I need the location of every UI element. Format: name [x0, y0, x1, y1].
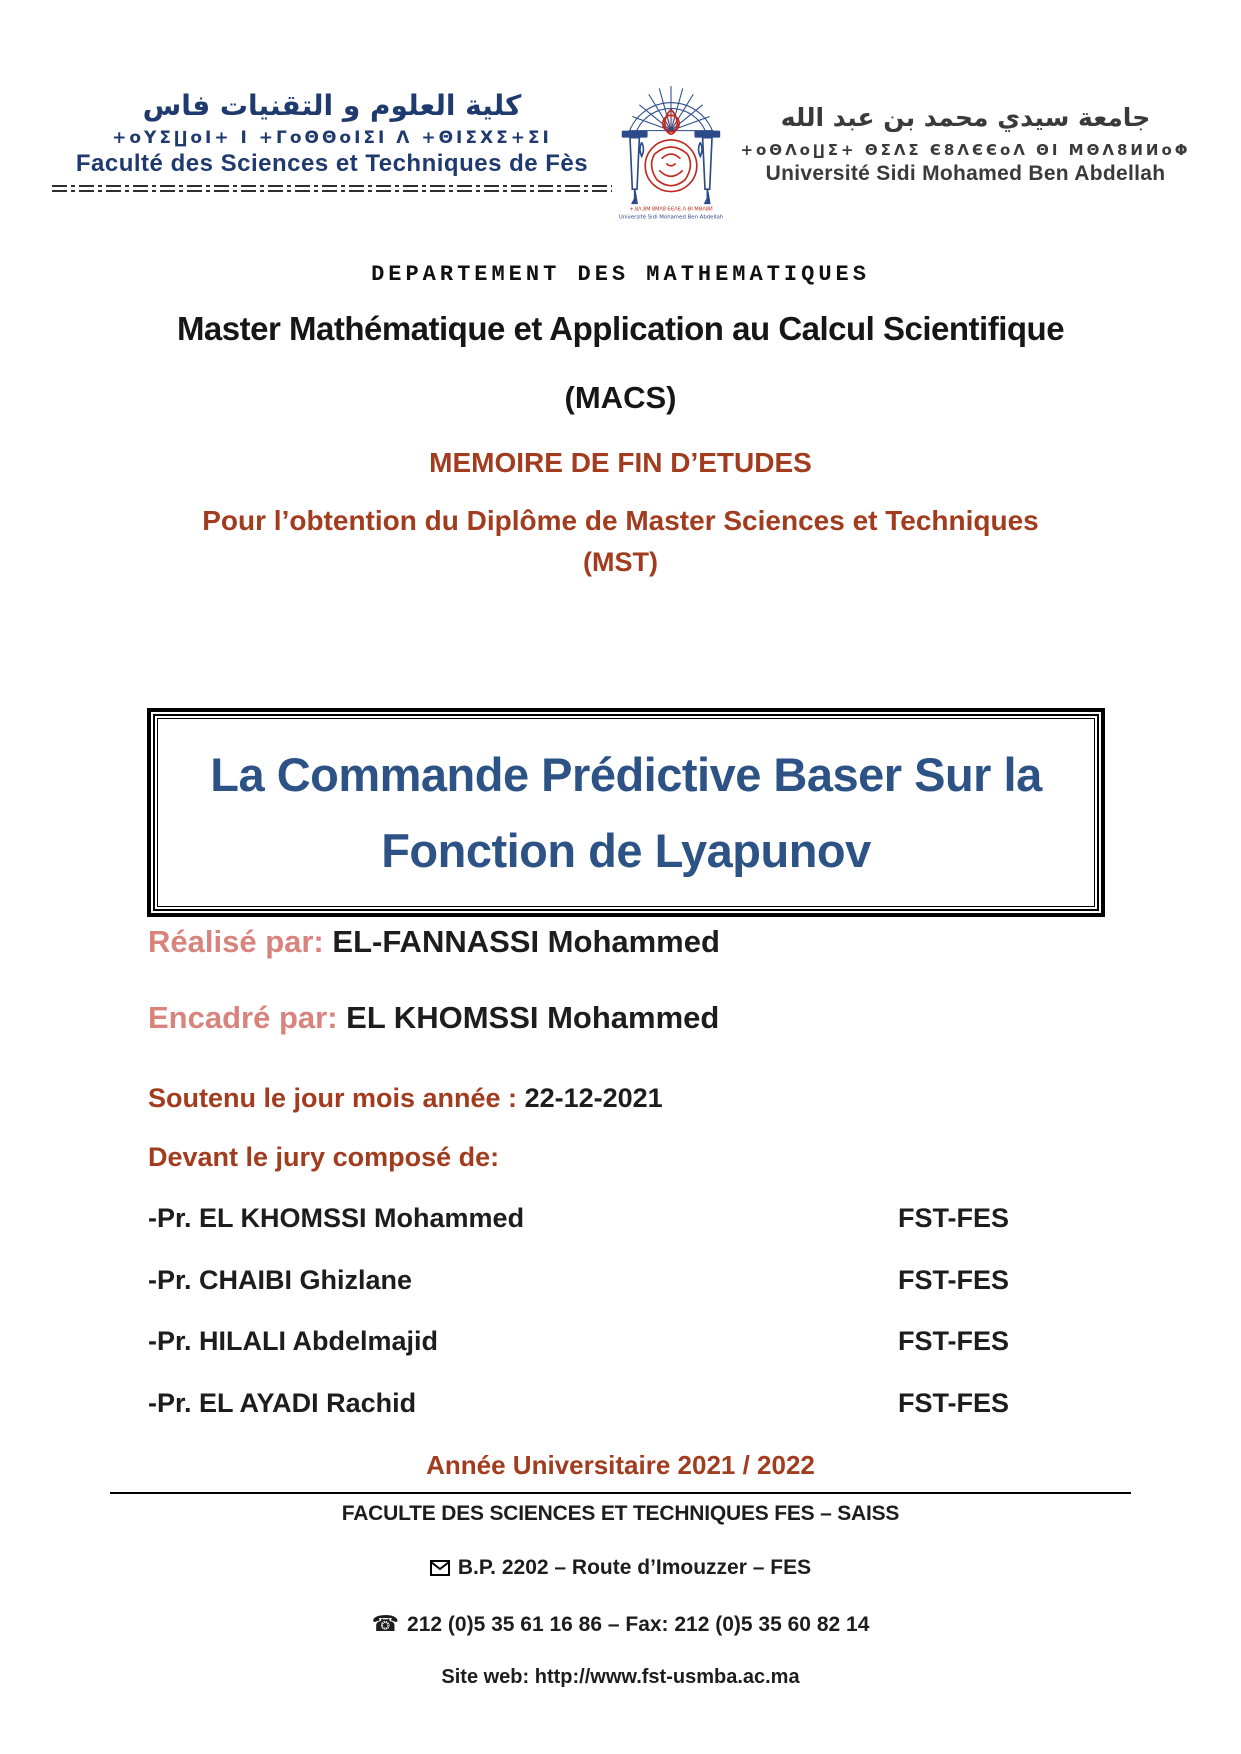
- university-name-french: Université Sidi Mohamed Ben Abdellah: [765, 161, 1166, 185]
- jury-row: [148, 1265, 1105, 1296]
- jury-member-name: -Pr. CHAIBI Ghizlane: [148, 1265, 413, 1295]
- footer-divider: [110, 1492, 1131, 1494]
- realise-row: [148, 924, 1105, 960]
- academic-year: Année Universitaire 2021 / 2022: [426, 1450, 815, 1480]
- department-title: DEPARTEMENT DES MATHEMATIQUES: [371, 262, 870, 287]
- faculty-name-french: Faculté des Sciences et Techniques de Fès: [75, 150, 589, 178]
- faculty-name-tifinagh: +oYΣ∐oI+ I +ΓoΘΘoIΣI Λ +ΘIΣXΣ+ΣI: [112, 128, 552, 149]
- logo-caption-text: Université Sidi Mohamed Ben Abdellah: [618, 214, 724, 221]
- jury-row: [148, 1203, 1105, 1234]
- jury-member-name: -Pr. EL AYADI Rachid: [148, 1388, 417, 1418]
- phone-icon: ☎: [371, 1612, 400, 1637]
- jury-member-name: -Pr. EL KHOMSSI Mohammed: [148, 1203, 525, 1233]
- faculty-header-block: [52, 72, 612, 193]
- mst-acronym: (MST): [583, 547, 658, 577]
- memoire-heading: MEMOIRE DE FIN D’ETUDES: [429, 447, 812, 478]
- logo-caption-tifinagh: +.8Λ.8M 8MΛ8 ЄЄΛЄ.Λ ΘI MΘΛ8И: [629, 206, 713, 213]
- footer-phone-text: 212 (0)5 35 61 16 86 – Fax: 212 (0)5 35 60 82 14: [407, 1613, 870, 1636]
- footer-website: Site web: http://www.fst-usmba.ac.ma: [441, 1666, 800, 1688]
- thesis-title-box-inner-border: [157, 718, 1095, 907]
- footer-address-text: B.P. 2202 – Route d’Imouzzer – FES: [457, 1556, 812, 1579]
- jury-member-affiliation: FST-FES: [898, 1265, 1010, 1295]
- jury-heading: Devant le jury composé de:: [148, 1142, 500, 1172]
- obtention-heading: Pour l’obtention du Diplôme de Master Sciences et Techniques: [202, 505, 1039, 536]
- university-header-block: [730, 72, 1201, 186]
- university-emblem-icon: [612, 72, 730, 222]
- master-acronym: (MACS): [564, 380, 677, 415]
- soutenu-row: [148, 1083, 1105, 1114]
- jury-member-name: -Pr. HILALI Abdelmajid: [148, 1326, 439, 1356]
- jury-member-affiliation: FST-FES: [898, 1326, 1010, 1356]
- dash-dot-divider: [52, 185, 612, 193]
- thesis-title-box: [147, 708, 1105, 917]
- encadre-label: Encadré par:: [148, 1000, 338, 1035]
- realise-name: EL-FANNASSI Mohammed: [332, 924, 720, 959]
- university-name-arabic: جامعة سيدي محمد بن عبد الله: [780, 103, 1151, 132]
- university-logo: [612, 72, 730, 227]
- soutenu-label: Soutenu le jour mois année :: [148, 1083, 518, 1113]
- footer-address: [120, 1556, 1121, 1580]
- thesis-title-line2: Fonction de Lyapunov: [381, 823, 871, 877]
- jury-member-affiliation: FST-FES: [898, 1203, 1010, 1233]
- page-header: [52, 72, 1201, 227]
- soutenu-date: 22-12-2021: [524, 1083, 663, 1113]
- footer-phone: [120, 1612, 1121, 1637]
- jury-member-affiliation: FST-FES: [898, 1388, 1010, 1418]
- thesis-title-box-mid-border: [153, 714, 1099, 911]
- encadre-row: [148, 1000, 1105, 1036]
- realise-label: Réalisé par:: [148, 924, 324, 959]
- faculty-name-arabic: كلية العلوم و التقنيات فاس: [142, 89, 522, 122]
- thesis-title-line1: La Commande Prédictive Baser Sur la: [210, 747, 1042, 801]
- master-title: Master Mathématique et Application au Calcul Scientifique: [176, 310, 1065, 347]
- footer-faculty-name: FACULTE DES SCIENCES ET TECHNIQUES FES – SAISS: [341, 1502, 900, 1525]
- jury-row: [148, 1326, 1105, 1357]
- encadre-name: EL KHOMSSI Mohammed: [346, 1000, 720, 1035]
- jury-row: [148, 1388, 1105, 1419]
- envelope-icon: [430, 1560, 450, 1576]
- university-name-tifinagh: +oΘΛo∐Σ+ ΘΣΛΣ Є8ΛЄЄoΛ ΘI MΘΛ8ИИoΦ: [740, 140, 1191, 159]
